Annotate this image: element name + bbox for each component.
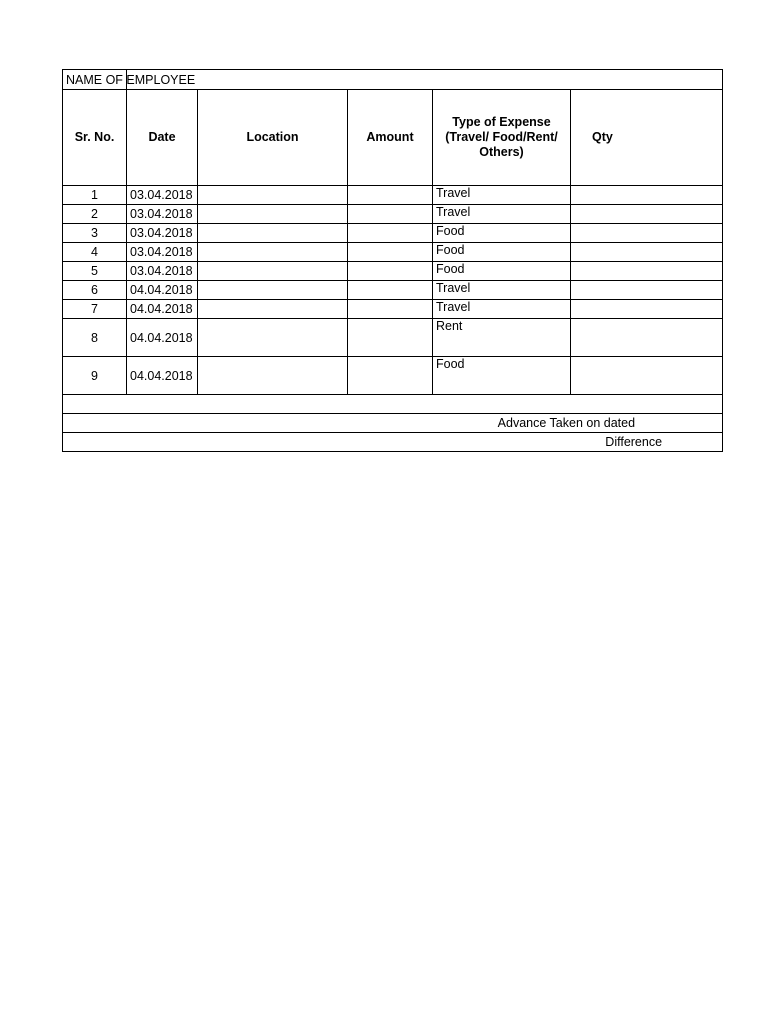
amount-cell[interactable] [348, 300, 433, 319]
table-row [63, 357, 723, 395]
sr-no-cell: 8 [63, 319, 127, 357]
header-type-of-expense: Type of Expense (Travel/ Food/Rent/ Others) [433, 90, 571, 186]
type-cell: Travel [433, 281, 571, 300]
location-cell[interactable] [198, 357, 348, 395]
difference-row [63, 433, 723, 452]
sr-no-cell: 3 [63, 224, 127, 243]
qty-cell[interactable] [571, 281, 723, 300]
type-cell: Travel [433, 205, 571, 224]
qty-cell[interactable] [571, 319, 723, 357]
qty-cell[interactable] [571, 357, 723, 395]
sr-no-cell: 6 [63, 281, 127, 300]
amount-cell[interactable] [348, 186, 433, 205]
table-row [63, 205, 723, 224]
expense-table [62, 69, 723, 452]
date-cell: 03.04.2018 [127, 205, 198, 224]
employee-row [63, 70, 723, 90]
amount-cell[interactable] [348, 281, 433, 300]
amount-cell[interactable] [348, 262, 433, 281]
type-cell: Travel [433, 186, 571, 205]
sr-no-cell: 5 [63, 262, 127, 281]
table-row [63, 224, 723, 243]
location-cell[interactable] [198, 243, 348, 262]
amount-cell[interactable] [348, 224, 433, 243]
table-row [63, 281, 723, 300]
sr-no-cell: 7 [63, 300, 127, 319]
header-date: Date [127, 90, 198, 186]
type-cell: Food [433, 224, 571, 243]
date-cell: 03.04.2018 [127, 262, 198, 281]
qty-cell[interactable] [571, 224, 723, 243]
sr-no-cell: 4 [63, 243, 127, 262]
table-row [63, 186, 723, 205]
location-cell[interactable] [198, 224, 348, 243]
advance-row [63, 414, 723, 433]
qty-cell[interactable] [571, 300, 723, 319]
type-cell: Food [433, 262, 571, 281]
date-cell: 03.04.2018 [127, 224, 198, 243]
location-cell[interactable] [198, 262, 348, 281]
date-cell: 04.04.2018 [127, 357, 198, 395]
qty-cell[interactable] [571, 262, 723, 281]
location-cell[interactable] [198, 300, 348, 319]
date-cell: 03.04.2018 [127, 186, 198, 205]
header-qty: Qty [571, 90, 723, 186]
date-cell: 04.04.2018 [127, 300, 198, 319]
location-cell[interactable] [198, 281, 348, 300]
difference-label: Difference [63, 433, 723, 452]
qty-cell[interactable] [571, 205, 723, 224]
table-row [63, 262, 723, 281]
amount-cell[interactable] [348, 319, 433, 357]
table-row [63, 300, 723, 319]
table-row [63, 243, 723, 262]
advance-label: Advance Taken on dated [63, 414, 723, 433]
location-cell[interactable] [198, 205, 348, 224]
date-cell: 04.04.2018 [127, 281, 198, 300]
qty-cell[interactable] [571, 186, 723, 205]
location-cell[interactable] [198, 186, 348, 205]
sr-no-cell: 2 [63, 205, 127, 224]
blank-row [63, 395, 723, 414]
sr-no-cell: 9 [63, 357, 127, 395]
location-cell[interactable] [198, 319, 348, 357]
table-row [63, 319, 723, 357]
blank-cell [63, 395, 723, 414]
header-location: Location [198, 90, 348, 186]
date-cell: 03.04.2018 [127, 243, 198, 262]
header-sr-no: Sr. No. [63, 90, 127, 186]
type-cell: Food [433, 243, 571, 262]
type-cell: Travel [433, 300, 571, 319]
amount-cell[interactable] [348, 357, 433, 395]
amount-cell[interactable] [348, 243, 433, 262]
amount-cell[interactable] [348, 205, 433, 224]
type-cell: Food [433, 357, 571, 395]
expense-sheet [62, 69, 663, 459]
date-cell: 04.04.2018 [127, 319, 198, 357]
employee-name-cell[interactable] [127, 70, 723, 90]
employee-label: NAME OF EMPLOYEE [63, 70, 127, 90]
header-amount: Amount [348, 90, 433, 186]
header-row [63, 90, 723, 186]
sr-no-cell: 1 [63, 186, 127, 205]
qty-cell[interactable] [571, 243, 723, 262]
type-cell: Rent [433, 319, 571, 357]
